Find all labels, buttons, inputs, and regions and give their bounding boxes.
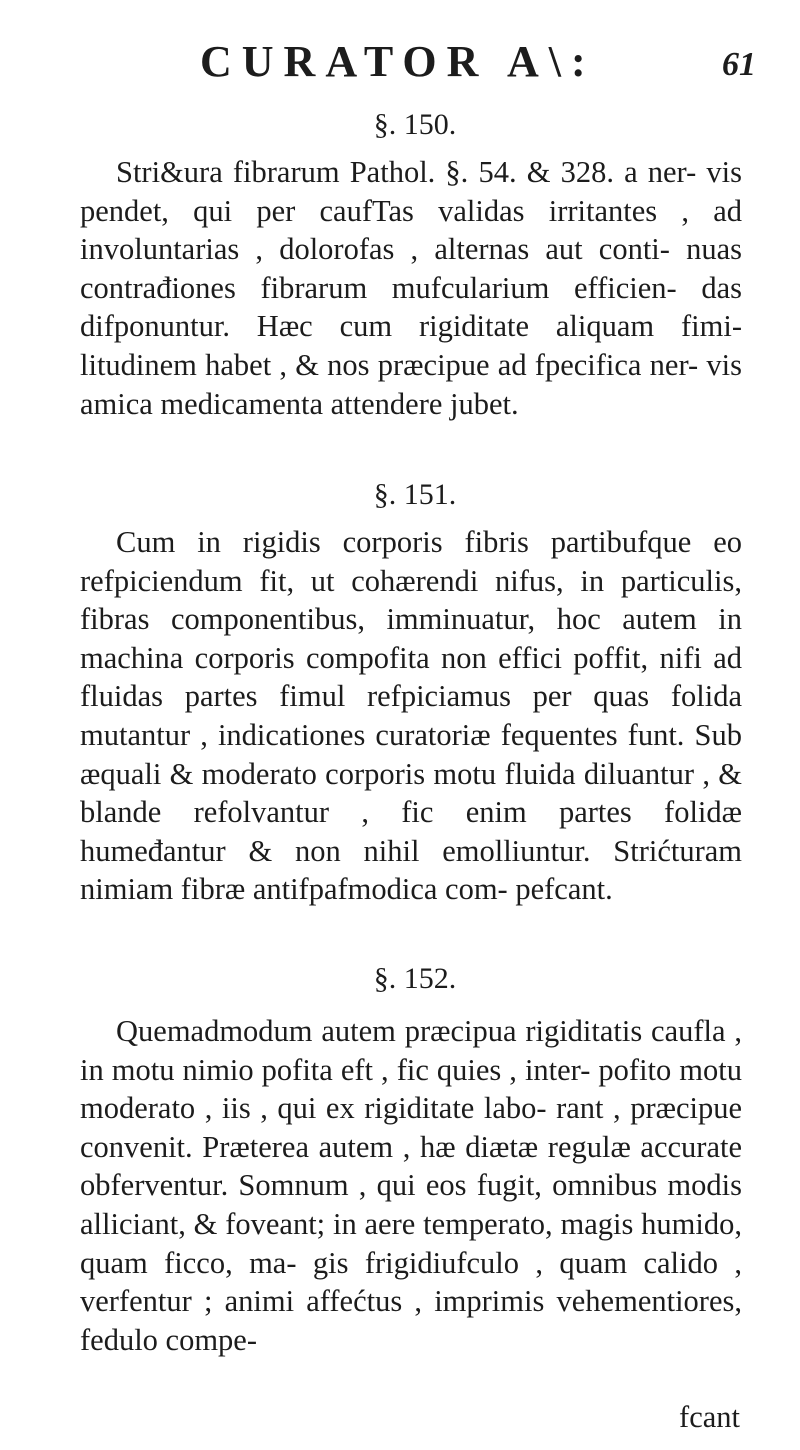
running-head: CURATOR A\: [200,37,596,86]
page-number: 61 [722,46,756,83]
section-number-152: §. 152. [373,962,457,995]
section-number-150: §. 150. [373,108,457,141]
section-number-151: §. 151. [373,478,457,511]
paragraph-151 [80,523,742,909]
paragraph-152 [80,1012,742,1359]
paragraph-150 [80,153,742,423]
paragraph-150-text: Stri&ura fibrarum Pathol. §. 54. & 328. a ner- vis pendet, qui per caufTas validas irritantes , ad involuntarias , dolorofas , alternas aut conti- nuas contrađiones fibrarum mufcularium efficien- das difponuntur. Hæc cum rigiditate aliquam fimi- litudinem habet , & nos præcipue ad fpecifica ner- vis amica medicamenta attendere jubet. [80,155,742,421]
paragraph-152-text: Quemadmodum autem præcipua rigiditatis caufla , in motu nimio pofita eft , fic quies , inter- pofito motu moderato , iis , qui ex rigiditate labo- rant , præcipue convenit. Præterea autem , hæ diætæ regulæ accurate obferventur. Somnum , qui eos fugit, omnibus modis alliciant, & foveant; in aere temperato, magis humido, quam ficco, ma- gis frigidiufculo , quam calido , verfentur ; animi affećtus , imprimis vehementiores, fedulo compe- [80,1014,742,1357]
catchword: fcant [679,1400,740,1434]
paragraph-151-text: Cum in rigidis corporis fibris partibufque eo refpiciendum fit, ut cohærendi nifus, in particulis, fibras componentibus, imminuatur, hoc autem in machina corporis compofita non effici poffit, nifi ad fluidas partes fimul refpiciamus per quas folida mutantur , indicationes curatoriæ fequentes funt. Sub æquali & moderato corporis motu fluida diluantur , & blande refolvantur , fic enim partes folidæ humeđantur & non nihil emolliuntur. Strićturam nimiam fibræ antifpafmodica com- pefcant. [80,525,742,907]
